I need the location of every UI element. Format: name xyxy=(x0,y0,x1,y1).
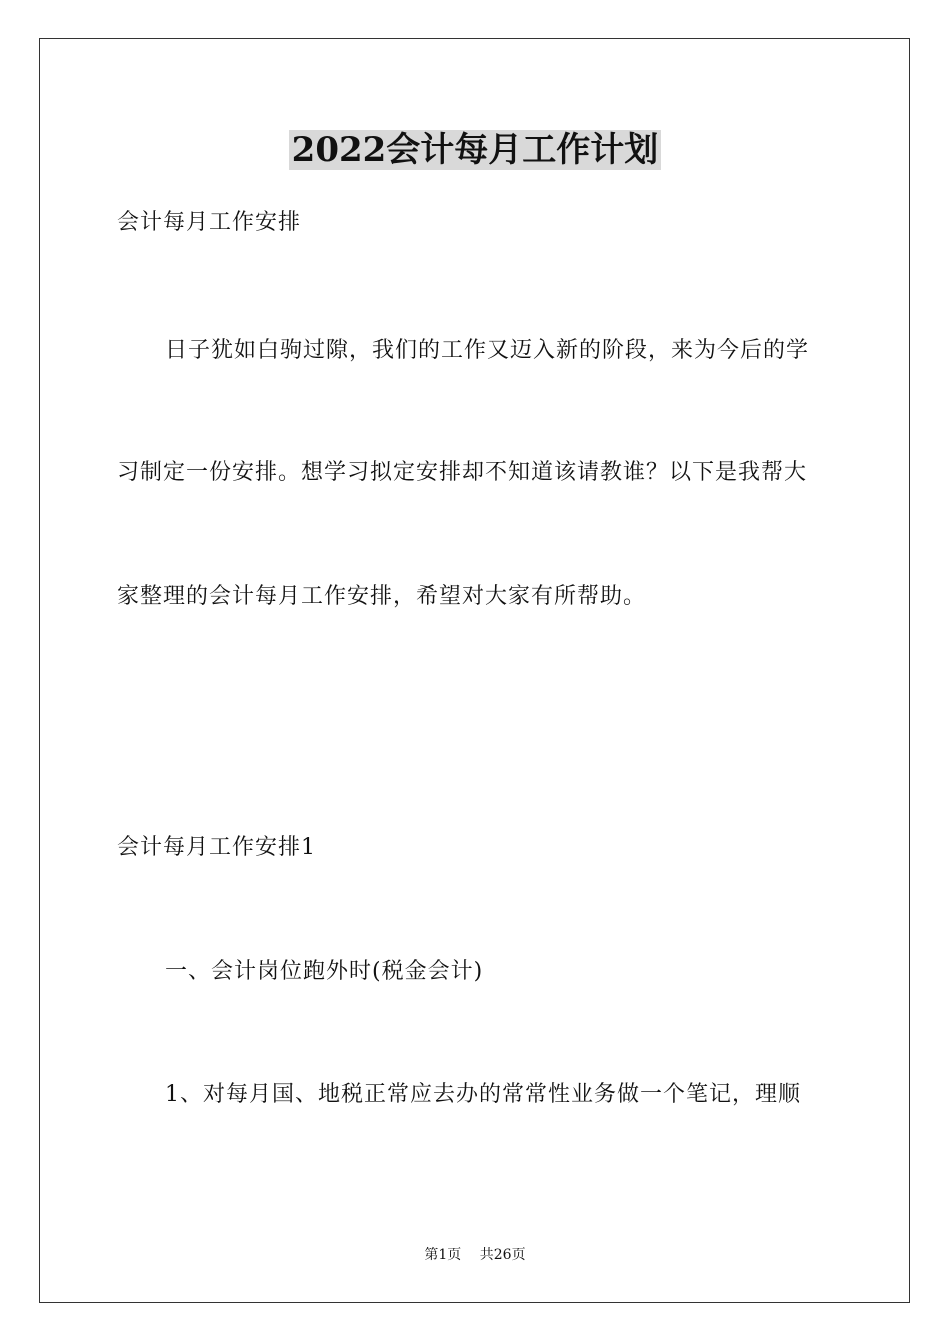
paragraph-line: 家整理的会计每月工作安排，希望对大家有所帮助。 xyxy=(117,584,647,609)
page-number: 第1页 xyxy=(424,1247,462,1263)
paragraph-line: 日子犹如白驹过隙，我们的工作又迈入新的阶段，来为今后的学 xyxy=(165,338,810,363)
document-title xyxy=(0,128,950,172)
subsection-heading: 一、会计岗位跑外时(税金会计) xyxy=(165,959,484,984)
document-title-text: 2022会计每月工作计划 xyxy=(289,130,662,170)
section-heading: 会计每月工作安排 xyxy=(117,210,302,235)
paragraph-line: 1、对每月国、地税正常应去办的常常性业务做一个笔记，理顺 xyxy=(165,1082,801,1107)
page-footer xyxy=(0,1245,950,1265)
section-heading: 会计每月工作安排1 xyxy=(117,835,316,860)
page-total: 共26页 xyxy=(479,1247,526,1263)
paragraph-line: 习制定一份安排。想学习拟定安排却不知道该请教谁？以下是我帮大 xyxy=(117,460,808,485)
